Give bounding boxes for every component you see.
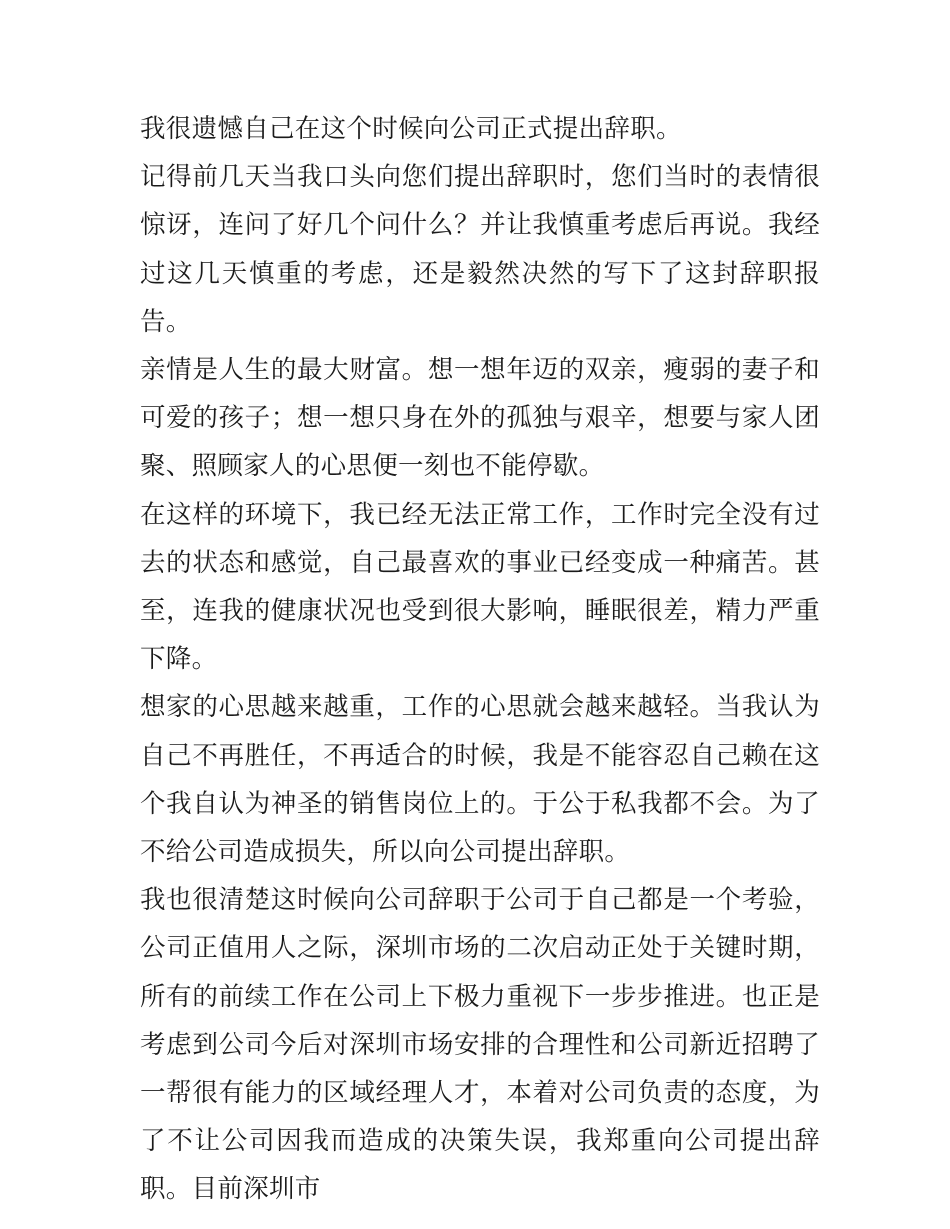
paragraph: 我也很清楚这时候向公司辞职于公司于自己都是一个考验，公司正值用人之际，深圳市场的二次启动正处于关键时期，所有的前续工作在公司上下极力重视下一步步推进。也正是考虑到公司今后对深圳市场安排的合理性和公司新近招聘了一帮很有能力的区域经理人才，本着对公司负责的态度，为了不让公司因我而造成的决策失误，我郑重向公司提出辞职。目前深圳市	[140, 885, 820, 1205]
paragraph: 我很遗憾自己在这个时候向公司正式提出辞职。	[140, 114, 682, 144]
paragraph: 记得前几天当我口头向您们提出辞职时，您们当时的表情很惊讶，连问了好几个问什么？并让我慎重考虑后再说。我经过这几天慎重的考虑，还是毅然决然的写下了这封辞职报告。	[140, 162, 820, 337]
paragraph: 想家的心思越来越重，工作的心思就会越来越轻。当我认为自己不再胜任，不再适合的时候，我是不能容忍自己赖在这个我自认为神圣的销售岗位上的。于公于私我都不会。为了不给公司造成损失，所以向公司提出辞职。	[140, 692, 820, 868]
paragraph: 亲情是人生的最大财富。想一想年迈的双亲，瘦弱的妻子和可爱的孩子；想一想只身在外的孤独与艰辛，想要与家人团聚、照顾家人的心思便一刻也不能停歇。	[140, 355, 820, 482]
paragraph: 在这样的环境下，我已经无法正常工作，工作时完全没有过去的状态和感觉，自己最喜欢的事业已经变成一种痛苦。甚至，连我的健康状况也受到很大影响，睡眠很差，精力严重下降。	[140, 499, 820, 675]
document-body	[140, 105, 820, 1214]
